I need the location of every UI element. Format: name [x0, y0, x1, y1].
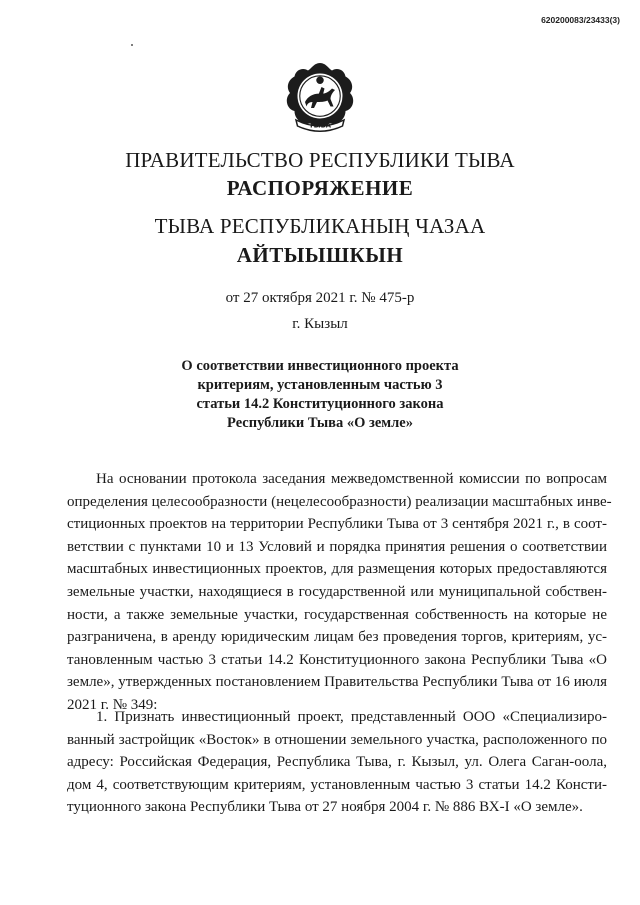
city: г. Кызыл [292, 316, 348, 332]
document-type-tyvan: АЙТЫЫШКЫН [236, 243, 404, 267]
tyva-emblem-icon [282, 60, 358, 138]
text-line: На основании протокола заседания межведомственной комиссии по вопросам [96, 471, 607, 487]
text-line: масштабных инвестиционных проектов, для размещения которых предоставляются [67, 561, 607, 578]
text-line: тановленным частью 3 статьи 14.2 Конституционного закона Республики Тыва «О [67, 651, 607, 668]
text-line: 2021 г. № 349: [67, 696, 158, 713]
text-line: разграничена, в аренду юридическим лицам без проведения торгов, критериям, ус- [67, 629, 607, 646]
text-line: адресу: Российская Федерация, Республика Тыва, г. Кызыл, ул. Олега Саган-оола, [67, 754, 607, 771]
text-line: определения целесообразности (нецелесообразности) реализации масштабных инве- [67, 493, 612, 510]
text-line: ванный застройщик «Восток» в отношении земельного участка, расположенного по [67, 731, 607, 748]
date-and-number: от 27 октября 2021 г. № 475-р [225, 290, 415, 306]
text-line: ности, а также земельные участки, государственная собственность на которые не [67, 606, 607, 623]
document-number: 620200083/23433(3) [541, 15, 620, 25]
svg-text:ТЫВА: ТЫВА [309, 121, 331, 130]
text-line: туционного закона Республики Тыва от 27 ноября 2004 г. № 886 ВХ-I «О земле». [67, 799, 583, 816]
text-line: земельные участки, находящиеся в государственной или муниципальной собствен- [67, 583, 607, 600]
title-line: статьи 14.2 Конституционного закона [196, 396, 444, 412]
text-line: дом 4, соответствующим критериям, установленным частью 3 статьи 14.2 Консти- [67, 776, 607, 793]
title-line: критериям, установленным частью 3 [197, 377, 443, 393]
text-line: 1. Признать инвестиционный проект, представленный ООО «Специализиро- [96, 709, 607, 725]
document-title [0, 357, 640, 433]
text-line: стиционных проектов на территории Республики Тыва от 3 сентября 2021 г., в соот- [67, 516, 607, 533]
title-line: Республики Тыва «О земле» [227, 415, 413, 431]
title-line: О соответствии инвестиционного проекта [181, 358, 459, 374]
text-line: земле», утвержденных постановлением Правительства Республики Тыва от 16 июля [67, 674, 607, 691]
scan-speck [131, 44, 133, 46]
document-type: РАСПОРЯЖЕНИЕ [226, 176, 414, 200]
government-title: ПРАВИТЕЛЬСТВО РЕСПУБЛИКИ ТЫВА [125, 148, 515, 172]
clause-1-paragraph [67, 706, 607, 819]
government-title-tyvan: ТЫВА РЕСПУБЛИКАНЫҢ ЧАЗАА [154, 214, 486, 238]
text-line: ветствии с пунктами 10 и 13 Условий и порядка принятия решения о соответствии [67, 538, 607, 555]
preamble-paragraph [67, 468, 612, 717]
